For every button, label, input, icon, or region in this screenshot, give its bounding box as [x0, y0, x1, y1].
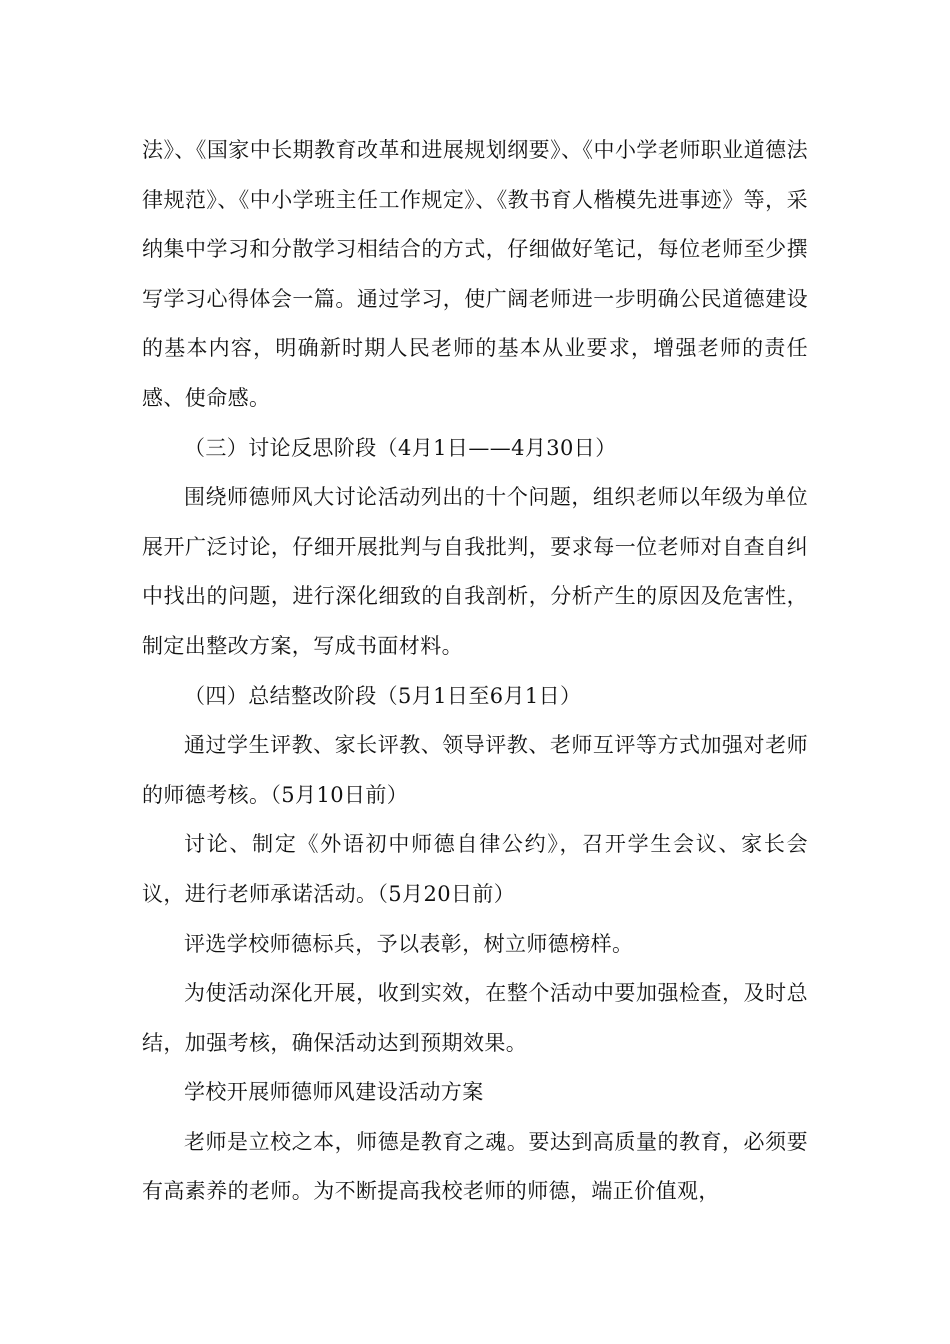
- paragraph-inspection: 为使活动深化开展，收到实效，在整个活动中要加强检查，及时总结，加强考核，确保活动达到预期效果。: [142, 981, 808, 1055]
- section-heading-discussion: （三）讨论反思阶段（4月1日——4月30日）: [184, 435, 617, 460]
- document-body: [142, 126, 808, 1217]
- paragraph-model-teachers: 评选学校师德标兵，予以表彰，树立师德榜样。: [184, 931, 634, 956]
- paragraph-intro: 老师是立校之本，师德是教育之魂。要达到高质量的教育，必须要有高素养的老师。为不断提高我校老师的师德，端正价值观，: [142, 1129, 808, 1204]
- paragraph-discussion: 围绕师德师风大讨论活动列出的十个问题，组织老师以年级为单位展开广泛讨论，仔细开展批判与自我批判，要求每一位老师对自查自纠中找出的问题，进行深化细致的自我剖析，分析产生的原因及危害性，制定出整改方案，写成书面材料。: [142, 485, 808, 658]
- paragraph-assessment: 通过学生评教、家长评教、领导评教、老师互评等方式加强对老师的师德考核。（5月10日前）: [142, 733, 808, 807]
- document-subtitle: 学校开展师德师风建设活动方案: [184, 1080, 484, 1105]
- paragraph-study-materials: 法》、《国家中长期教育改革和进展规划纲要》、《中小学老师职业道德法律规范》、《中小学班主任工作规定》、《教书育人楷模先进事迹》等，采纳集中学习和分散学习相结合的方式，仔细做好笔记，每位老师至少撰写学习心得体会一篇。通过学习，使广阔老师进一步明确公民道德建设的基本内容，明确新时期人民老师的基本从业要求，增强老师的责任感、使命感。: [142, 138, 808, 410]
- section-heading-summary: （四）总结整改阶段（5月1日至6月1日）: [184, 683, 582, 708]
- paragraph-pledge: 讨论、制定《外语初中师德自律公约》，召开学生会议、家长会议，进行老师承诺活动。（5月20日前）: [142, 832, 808, 906]
